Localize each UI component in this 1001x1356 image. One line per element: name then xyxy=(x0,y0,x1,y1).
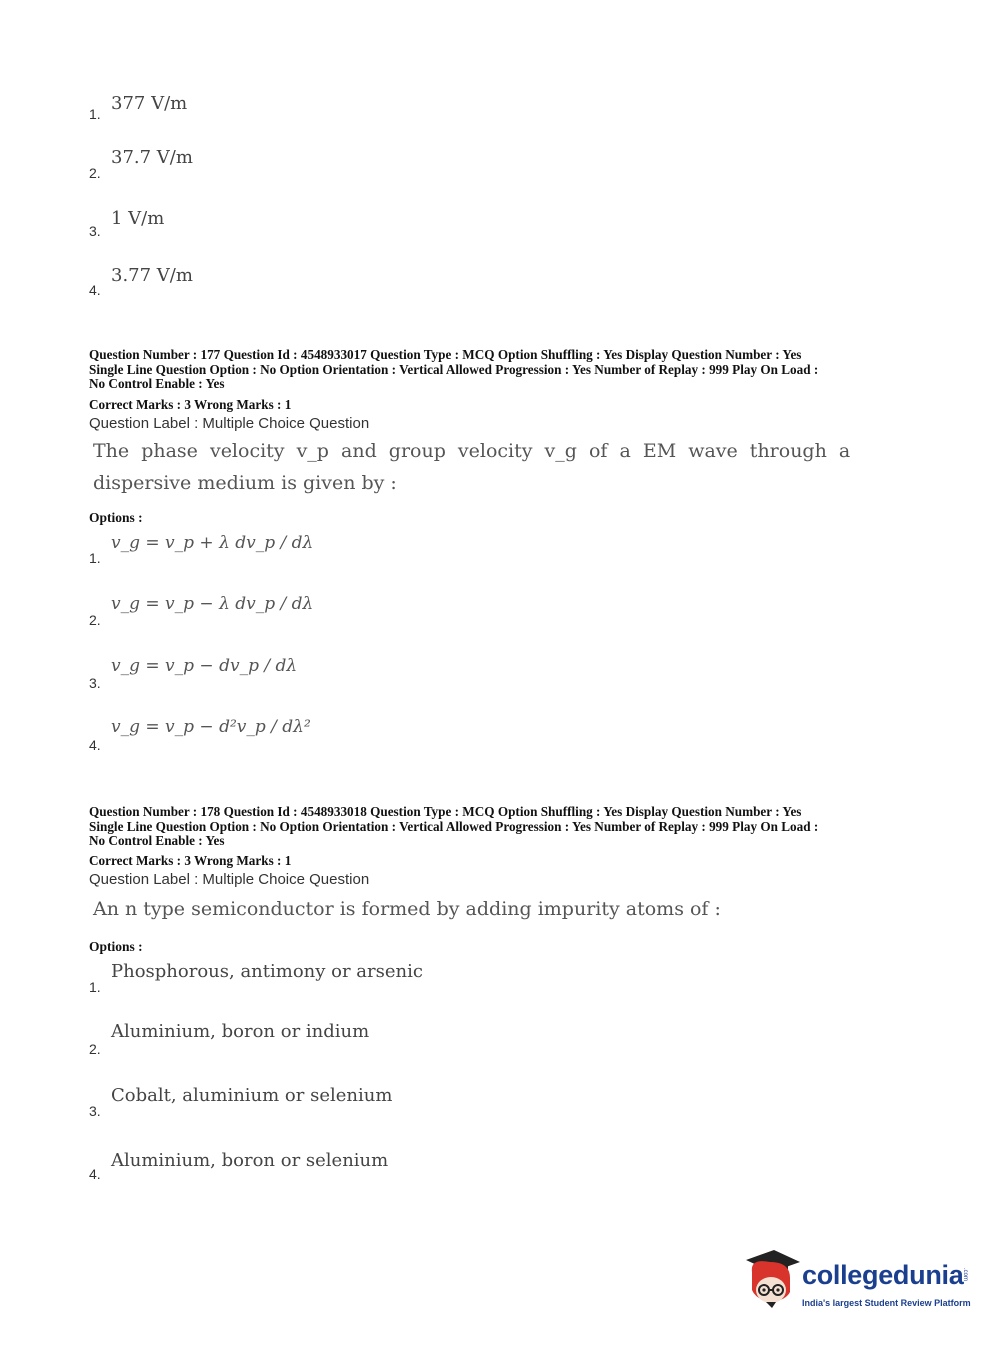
option-text: Phosphorous, antimony or arsenic xyxy=(111,961,423,982)
option-text: 377 V/m xyxy=(111,93,188,114)
option-text: 37.7 V/m xyxy=(111,147,193,168)
brand-tagline: India's largest Student Review Platform xyxy=(802,1298,971,1308)
option-number: 4. xyxy=(89,282,101,298)
question-text-line xyxy=(93,440,850,462)
meta-line: No Control Enable : Yes xyxy=(89,376,225,392)
option-text: Cobalt, aluminium or selenium xyxy=(111,1085,393,1106)
option-number: 1. xyxy=(89,106,101,122)
question-meta xyxy=(89,805,919,849)
marks-info: Correct Marks : 3 Wrong Marks : 1 xyxy=(89,397,292,412)
meta-line: Question Number : 177 Question Id : 4548933017 Question Type : MCQ Option Shuffling : Yes Display Question Number : Yes xyxy=(89,347,802,362)
option-number: 3. xyxy=(89,675,101,691)
meta-line: Question Number : 178 Question Id : 4548933018 Question Type : MCQ Option Shuffling : Yes Display Question Number : Yes xyxy=(89,804,802,819)
question-text: An n type semiconductor is formed by adding impurity atoms of : xyxy=(93,898,721,920)
option-formula: v_g = v_p + λ dv_p / dλ xyxy=(111,533,314,553)
option-number: 1. xyxy=(89,979,101,995)
option-number: 2. xyxy=(89,165,101,181)
option-number: 2. xyxy=(89,612,101,628)
question-label: Question Label : Multiple Choice Question xyxy=(89,871,370,888)
mascot-icon xyxy=(740,1248,802,1314)
brand-name: collegedunia xyxy=(802,1260,964,1290)
option-formula: v_g = v_p − dv_p / dλ xyxy=(111,656,298,676)
collegedunia-logo xyxy=(740,1248,970,1318)
meta-line: No Control Enable : Yes xyxy=(89,833,225,849)
option-text: 3.77 V/m xyxy=(111,265,193,286)
question-text-line: dispersive medium is given by : xyxy=(93,472,397,494)
options-header: Options : xyxy=(89,510,143,525)
option-number: 4. xyxy=(89,1166,101,1182)
brand-suffix: .com xyxy=(962,1268,968,1282)
meta-line: Single Line Question Option : No Option Orientation : Vertical Allowed Progression : Yes Number of Replay : 999 Play On Load : xyxy=(89,361,819,377)
option-text: 1 V/m xyxy=(111,208,165,229)
option-text: Aluminium, boron or selenium xyxy=(111,1150,389,1171)
option-number: 4. xyxy=(89,737,101,753)
question-label: Question Label : Multiple Choice Question xyxy=(89,415,370,432)
option-number: 3. xyxy=(89,223,101,239)
option-number: 1. xyxy=(89,550,101,566)
option-formula: v_g = v_p − d²v_p / dλ² xyxy=(111,717,311,737)
marks-info: Correct Marks : 3 Wrong Marks : 1 xyxy=(89,853,292,868)
question-text: The phase velocity v_p and group velocity v_g of a EM wave through a xyxy=(93,440,851,462)
question-meta xyxy=(89,348,919,392)
option-number: 3. xyxy=(89,1103,101,1119)
meta-line: Single Line Question Option : No Option Orientation : Vertical Allowed Progression : Yes Number of Replay : 999 Play On Load : xyxy=(89,818,819,834)
option-formula: v_g = v_p − λ dv_p / dλ xyxy=(111,594,314,614)
option-text: Aluminium, boron or indium xyxy=(111,1021,370,1042)
option-number: 2. xyxy=(89,1041,101,1057)
options-header: Options : xyxy=(89,939,143,954)
